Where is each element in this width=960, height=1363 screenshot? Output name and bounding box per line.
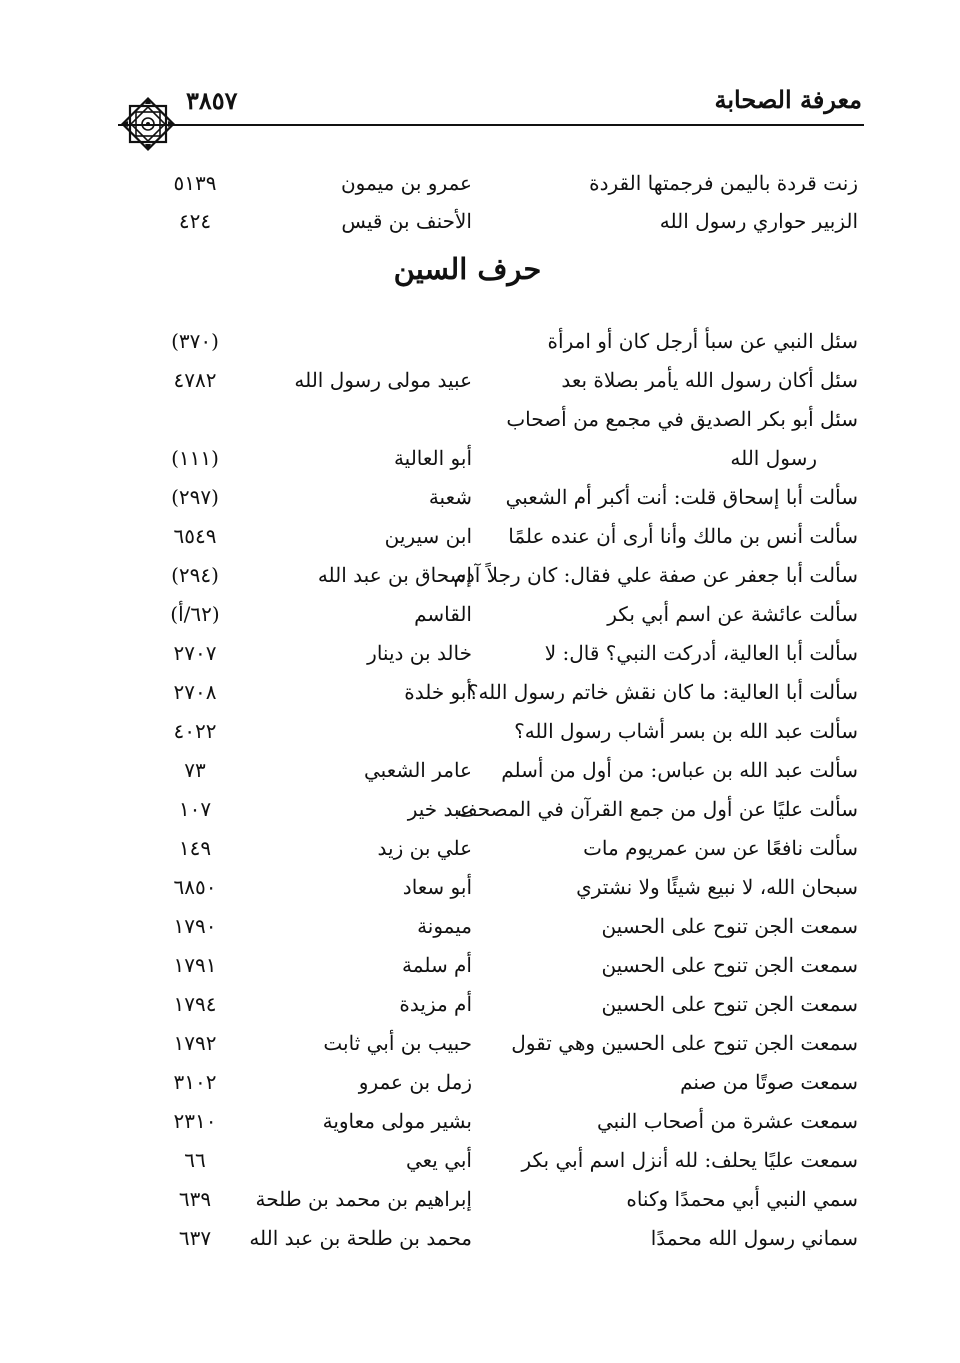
reference-number: ٤٠٢٢ bbox=[173, 719, 217, 743]
reference-number: ١٧٩٠ bbox=[173, 914, 217, 938]
reference-number: (٢٩٧) bbox=[171, 485, 219, 509]
narrator: عمرو بن ميمون bbox=[340, 171, 472, 195]
index-row bbox=[0, 1145, 960, 1175]
reference-number: ٦٣٩ bbox=[178, 1187, 212, 1211]
hadith-incipit: سألت عبد الله بن بسر أشاب رسول الله؟ bbox=[514, 719, 858, 743]
hadith-incipit: سألت نافعًا عن سن عمريوم مات bbox=[583, 836, 858, 860]
narrator: الأحنف بن قيس bbox=[341, 209, 472, 233]
hadith-incipit: سبحان الله، لا نبيع شيئًا ولا نشتري bbox=[576, 875, 858, 899]
reference-number: ٢٣١٠ bbox=[173, 1109, 217, 1133]
reference-number: ٢٧٠٨ bbox=[173, 680, 217, 704]
index-row bbox=[0, 1106, 960, 1136]
hadith-incipit: سماني رسول الله محمدًا bbox=[650, 1226, 858, 1250]
index-row bbox=[0, 716, 960, 746]
index-row bbox=[0, 989, 960, 1019]
hadith-incipit: سألت أبا إسحاق قلت: أنت أكبر أم الشعبي bbox=[505, 485, 858, 509]
reference-number: (٢٩٤) bbox=[171, 563, 219, 587]
index-row bbox=[0, 950, 960, 980]
index-row bbox=[0, 365, 960, 395]
reference-number: ٦٣٧ bbox=[178, 1226, 212, 1250]
hadith-incipit: سمي النبي أبي محمدًا وكناه bbox=[626, 1187, 858, 1211]
index-row bbox=[0, 1028, 960, 1058]
narrator: شعبة bbox=[428, 485, 472, 509]
index-row bbox=[0, 599, 960, 629]
running-title: معرفة الصحابة bbox=[714, 85, 862, 114]
page-number: ٣٨٥٧ bbox=[186, 86, 238, 115]
index-row bbox=[0, 677, 960, 707]
index-row bbox=[0, 404, 960, 434]
hadith-incipit: سألت أبا جعفر عن صفة علي فقال: كان رجلاً آدم bbox=[453, 563, 858, 587]
reference-number: (٦٢/أ) bbox=[170, 602, 220, 626]
narrator: إسحاق بن عبد الله bbox=[317, 563, 472, 587]
hadith-incipit: سمعت الجن تنوح على الحسين وهي تقول bbox=[511, 1031, 858, 1055]
narrator: أبو خلدة bbox=[404, 680, 472, 704]
index-row bbox=[0, 1184, 960, 1214]
hadith-incipit-continuation: رسول الله bbox=[730, 446, 817, 470]
narrator: إبراهيم بن محمد بن طلحة bbox=[255, 1187, 472, 1211]
reference-number: ٤٧٨٢ bbox=[173, 368, 217, 392]
hadith-incipit: سألت أبا العالية، أدركت النبي؟ قال: لا bbox=[544, 641, 858, 665]
hadith-incipit: سألت أبا العالية: ما كان نقش خاتم رسول الله؟ bbox=[467, 680, 858, 704]
index-row bbox=[0, 794, 960, 824]
hadith-incipit: الزبير حواري رسول الله bbox=[659, 209, 858, 233]
index-row bbox=[0, 560, 960, 590]
reference-number: ٦٥٤٩ bbox=[173, 524, 217, 548]
index-row bbox=[0, 872, 960, 902]
index-row bbox=[0, 1067, 960, 1097]
index-row bbox=[0, 482, 960, 512]
index-row bbox=[0, 168, 960, 198]
hadith-incipit: سمعت الجن تنوح على الحسين bbox=[601, 914, 858, 938]
reference-number: ١٠٧ bbox=[178, 797, 212, 821]
index-row bbox=[0, 206, 960, 236]
narrator: عبيد مولى رسول الله bbox=[294, 368, 472, 392]
narrator: خالد بن دينار bbox=[367, 641, 472, 665]
index-row bbox=[0, 1223, 960, 1253]
narrator: أبي يعي bbox=[405, 1148, 472, 1172]
hadith-incipit: سألت عليًا عن أول من جمع القرآن في المصحف bbox=[457, 797, 858, 821]
reference-number: ٦٨٥٠ bbox=[173, 875, 217, 899]
narrator: عبد خير bbox=[407, 797, 472, 821]
reference-number: (٣٧٠) bbox=[171, 329, 219, 353]
index-row bbox=[0, 638, 960, 668]
narrator: ابن سيرين bbox=[384, 524, 472, 548]
hadith-incipit: سئل أكان رسول الله يأمر بصلاة بعد bbox=[561, 368, 858, 392]
index-row bbox=[0, 443, 960, 473]
hadith-incipit: سألت عائشة عن اسم أبي بكر bbox=[607, 602, 858, 626]
reference-number: ١٧٩١ bbox=[173, 953, 217, 977]
section-heading: حرف السين bbox=[393, 252, 542, 286]
hadith-incipit: سألت أنس بن مالك وأنا أرى أن عنده علمًا bbox=[508, 524, 858, 548]
narrator: زمل بن عمرو bbox=[358, 1070, 472, 1094]
narrator: بشير مولى معاوية bbox=[322, 1109, 472, 1133]
narrator: القاسم bbox=[414, 602, 472, 626]
hadith-incipit: سألت عبد الله بن عباس: من أول من أسلم bbox=[501, 758, 858, 782]
hadith-incipit: زنت قردة باليمن فرجمتها القردة bbox=[589, 171, 858, 195]
header-rule bbox=[118, 124, 864, 126]
index-row bbox=[0, 521, 960, 551]
hadith-incipit: سمعت عشرة من أصحاب النبي bbox=[596, 1109, 858, 1133]
hadith-incipit: سئل أبو بكر الصديق في مجمع من أصحاب bbox=[506, 407, 858, 431]
narrator: محمد بن طلحة بن عبد الله bbox=[249, 1226, 472, 1250]
reference-number: ١٧٩٤ bbox=[173, 992, 217, 1016]
reference-number: ٣١٠٢ bbox=[173, 1070, 217, 1094]
index-row bbox=[0, 326, 960, 356]
narrator: أبو العالية bbox=[393, 446, 472, 470]
narrator: علي بن زيد bbox=[377, 836, 472, 860]
hadith-incipit: سئل النبي عن سبأ أرجل كان أو امرأة bbox=[547, 329, 858, 353]
narrator: حبيب بن أبي ثابت bbox=[323, 1031, 472, 1055]
hadith-incipit: سمعت الجن تنوح على الحسين bbox=[601, 992, 858, 1016]
index-row bbox=[0, 755, 960, 785]
reference-number: ١٧٩٢ bbox=[173, 1031, 217, 1055]
reference-number: ٦٦ bbox=[184, 1148, 206, 1172]
narrator: أم سلمة bbox=[402, 953, 472, 977]
reference-number: ٢٧٠٧ bbox=[173, 641, 217, 665]
narrator: عامر الشعبي bbox=[364, 758, 472, 782]
index-row bbox=[0, 911, 960, 941]
reference-number: ٤٢٤ bbox=[178, 209, 212, 233]
narrator: أم مزيدة bbox=[399, 992, 472, 1016]
reference-number: ١٤٩ bbox=[178, 836, 212, 860]
hadith-incipit: سمعت صوتًا من صنم bbox=[680, 1070, 858, 1094]
reference-number: (١١١) bbox=[171, 446, 219, 470]
reference-number: ٥١٣٩ bbox=[173, 171, 217, 195]
hadith-incipit: سمعت عليًا يحلف: لله أنزل اسم أبي بكر bbox=[521, 1148, 858, 1172]
index-row bbox=[0, 833, 960, 863]
reference-number: ٧٣ bbox=[184, 758, 206, 782]
narrator: أبو سعاد bbox=[402, 875, 472, 899]
hadith-incipit: سمعت الجن تنوح على الحسين bbox=[601, 953, 858, 977]
narrator: ميمونة bbox=[417, 914, 472, 938]
